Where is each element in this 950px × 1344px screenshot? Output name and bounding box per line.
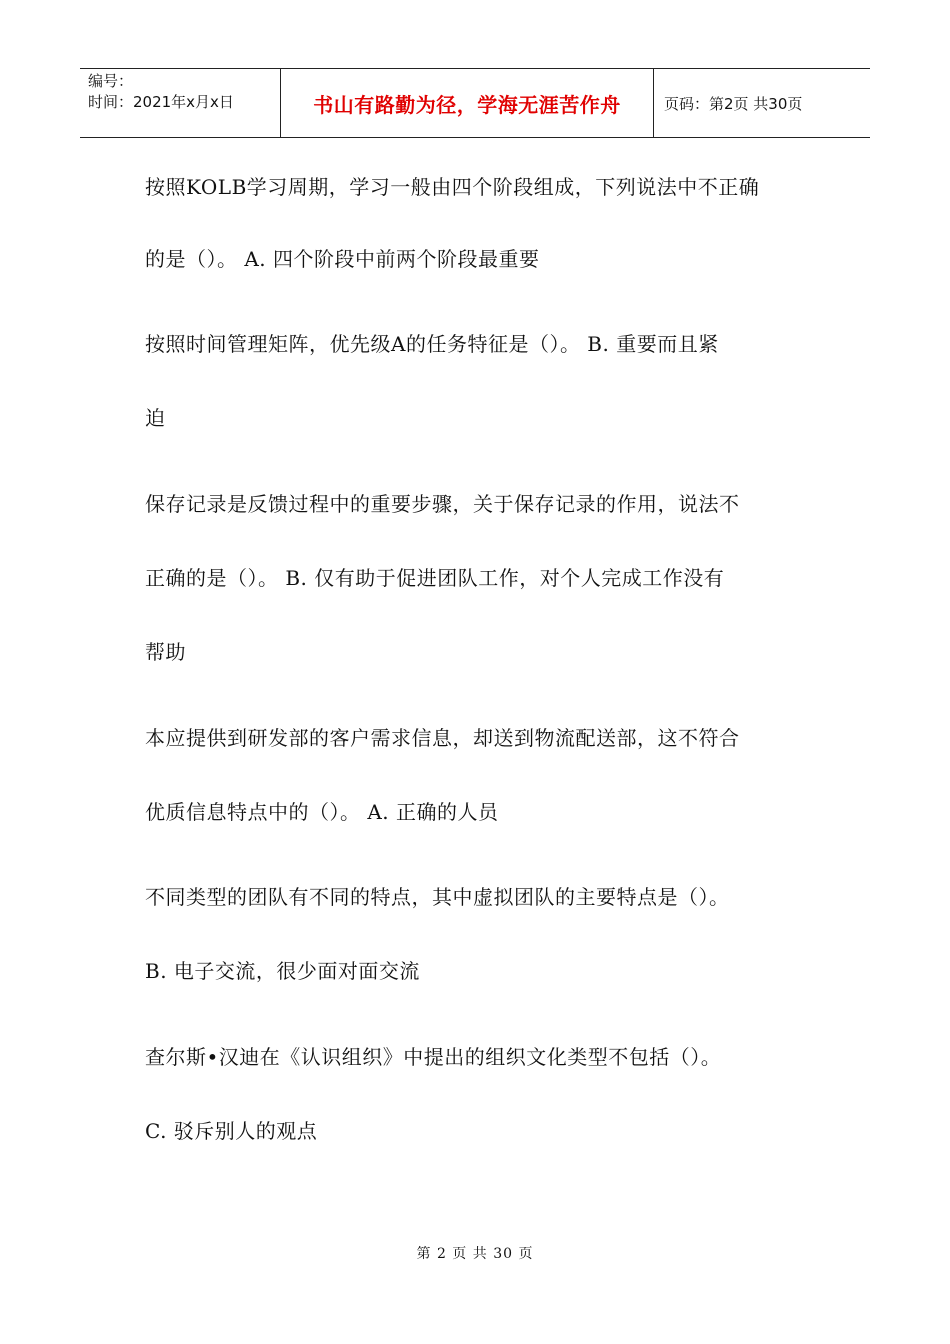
page-footer: 第 2 页 共 30 页 bbox=[416, 1246, 534, 1262]
body-line: B. 电子交流，很少面对面交流 bbox=[145, 959, 420, 983]
header-page-info: 页码：第2页 共30页 bbox=[664, 94, 803, 113]
body-line: 保存记录是反馈过程中的重要步骤，关于保存记录的作用，说法不 bbox=[145, 492, 740, 516]
header-motto: 书山有路勤为径，学海无涯苦作舟 bbox=[281, 69, 654, 137]
body-line: 本应提供到研发部的客户需求信息，却送到物流配送部，这不符合 bbox=[145, 726, 740, 750]
document-date-label: 时间：2021年x月x日 bbox=[88, 93, 234, 111]
body-line: 按照KOLB学习周期，学习一般由四个阶段组成，下列说法中不正确 bbox=[145, 175, 760, 199]
body-line: C. 驳斥别人的观点 bbox=[145, 1119, 318, 1143]
document-number-label: 编号： bbox=[88, 72, 134, 90]
page-header bbox=[80, 68, 870, 138]
header-meta-cell bbox=[80, 69, 281, 137]
body-line: 的是（）。 A. 四个阶段中前两个阶段最重要 bbox=[145, 247, 540, 271]
body-line: 按照时间管理矩阵，优先级A的任务特征是（）。 B. 重要而且紧 bbox=[145, 332, 719, 356]
body-line: 查尔斯•汉迪在《认识组织》中提出的组织文化类型不包括（）。 bbox=[145, 1045, 722, 1069]
body-line: 正确的是（）。 B. 仅有助于促进团队工作，对个人完成工作没有 bbox=[145, 566, 725, 590]
body-line: 优质信息特点中的（）。 A. 正确的人员 bbox=[145, 800, 499, 824]
body-line: 帮助 bbox=[145, 640, 186, 664]
body-line: 不同类型的团队有不同的特点，其中虚拟团队的主要特点是（）。 bbox=[145, 885, 730, 909]
body-line: 迫 bbox=[145, 406, 166, 430]
